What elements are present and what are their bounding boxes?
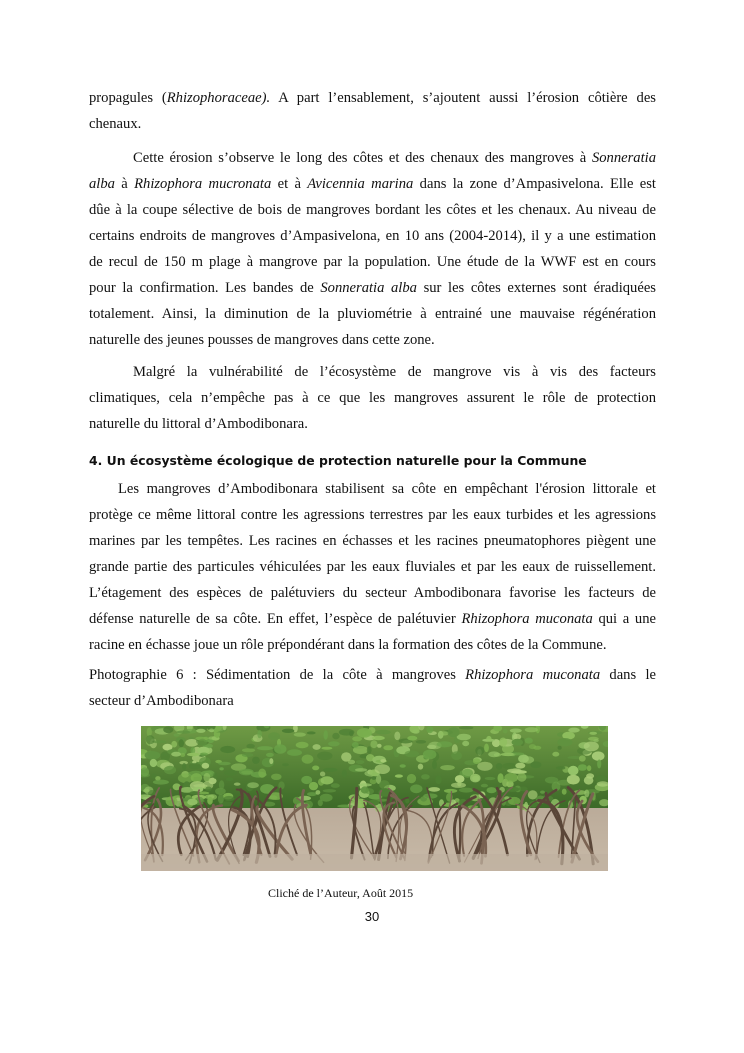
leaf-cluster (540, 791, 545, 794)
page-number: 30 (364, 909, 380, 924)
leaf-cluster (296, 742, 309, 748)
leaf-cluster (525, 738, 533, 744)
leaf-cluster (198, 739, 207, 746)
leaf-cluster (568, 728, 579, 733)
leaf-cluster (191, 773, 202, 782)
leaf-cluster (528, 790, 538, 799)
leaf-cluster (394, 732, 400, 741)
leaf-cluster (341, 752, 351, 761)
leaf-cluster (423, 750, 437, 760)
leaf-cluster (352, 736, 362, 741)
text-line: climatiques, cela n’empêche pas à ce que les mangroves assurent le rôle de protection (89, 390, 656, 406)
leaf-cluster (477, 762, 492, 771)
leaf-cluster (313, 744, 321, 750)
text-line: totalement. Ainsi, la diminution de la pluviométrie à entrainé une mauvaise régénération (89, 306, 656, 322)
leaf-cluster (501, 753, 516, 756)
photo-caption (89, 662, 656, 714)
leaf-cluster (584, 776, 594, 784)
leaf-cluster (332, 733, 339, 740)
leaf-cluster (146, 735, 155, 744)
leaf-cluster (242, 753, 254, 757)
leaf-cluster (503, 763, 517, 769)
leaf-cluster (328, 741, 340, 746)
leaf-cluster (395, 774, 403, 777)
leaf-cluster (510, 729, 522, 733)
leaf-cluster (457, 734, 471, 741)
leaf-cluster (475, 746, 484, 755)
leaf-cluster (355, 768, 367, 772)
leaf-cluster (375, 764, 390, 774)
leaf-cluster (266, 753, 274, 757)
leaf-cluster (203, 773, 210, 782)
leaf-cluster (372, 736, 385, 740)
leaf-cluster (366, 754, 374, 761)
leaf-cluster (400, 764, 406, 767)
leaf-cluster (455, 775, 465, 783)
leaf-cluster (213, 772, 217, 779)
leaf-cluster (282, 729, 294, 733)
leaf-cluster (234, 783, 241, 786)
leaf-cluster (207, 797, 213, 805)
leaf-cluster (440, 765, 455, 770)
text-line: naturelle des jeunes pousses de mangroves dans cette zone. (89, 332, 435, 348)
leaf-cluster (224, 796, 235, 801)
leaf-cluster (352, 742, 359, 748)
leaf-cluster (451, 783, 466, 788)
leaf-cluster (462, 741, 469, 746)
leaf-cluster (405, 750, 419, 757)
leaf-cluster (481, 784, 488, 788)
leaf-cluster (418, 764, 423, 770)
text-line: défense naturelle de sa côte. En effet, l’espèce de palétuvier Rhizophora muconata qui a une (89, 611, 656, 627)
leaf-cluster (187, 753, 200, 757)
leaf-cluster (171, 752, 181, 757)
leaf-cluster (246, 744, 254, 749)
leaf-cluster (470, 774, 481, 783)
leaf-cluster (257, 746, 273, 750)
text-line: alba à Rhizophora mucronata et à Avicennia marina dans la zone d’Ampasivelona. Elle est (89, 176, 656, 192)
leaf-cluster (218, 762, 231, 765)
leaf-cluster (316, 790, 321, 795)
leaf-cluster (202, 763, 210, 769)
photo-credit: Cliché de l’Auteur, Août 2015 (268, 886, 414, 900)
leaf-cluster (239, 769, 254, 776)
leaf-cluster (323, 768, 337, 772)
leaf-cluster (512, 739, 523, 746)
leaf-cluster (487, 787, 497, 793)
leaf-cluster (171, 741, 177, 748)
leaf-cluster (589, 732, 597, 735)
leaf-cluster (407, 736, 417, 741)
leaf-cluster (302, 755, 314, 764)
leaf-cluster (485, 777, 496, 780)
leaf-cluster (372, 776, 376, 780)
leaf-cluster (224, 770, 238, 776)
leaf-cluster (503, 729, 507, 734)
text-line: L’étagement des espèces de palétuviers du secteur Ambodibonara favorise les facteurs de (89, 585, 656, 601)
leaf-cluster (219, 767, 223, 770)
leaf-cluster (584, 790, 589, 798)
leaf-cluster (257, 730, 262, 738)
leaf-cluster (307, 792, 317, 796)
leaf-cluster (444, 789, 457, 793)
leaf-cluster (486, 736, 491, 741)
leaf-cluster (410, 784, 422, 793)
leaf-cluster (318, 800, 323, 807)
leaf-cluster (416, 740, 427, 744)
leaf-cluster (164, 766, 176, 775)
text-line: Cette érosion s’observe le long des côtes et des chenaux des mangroves à Sonneratia (133, 150, 656, 166)
leaf-cluster (356, 760, 365, 764)
leaf-cluster (153, 780, 169, 785)
leaf-cluster (287, 749, 302, 756)
leaf-cluster (307, 731, 316, 734)
leaf-cluster (176, 731, 190, 734)
leaf-cluster (174, 733, 180, 736)
leaf-cluster (268, 732, 280, 740)
leaf-cluster (321, 776, 334, 784)
leaf-cluster (220, 746, 235, 753)
text-line: grande partie des particules véhiculées par les eaux fluviales et par les eaux de ruissellement. (89, 559, 656, 575)
leaf-cluster (358, 783, 372, 786)
text-line: Photographie 6 : Sédimentation de la côte à mangroves Rhizophora muconata dans le (89, 667, 656, 683)
text-line: Malgré la vulnérabilité de l’écosystème de mangrove vis à vis des facteurs (133, 364, 656, 380)
text-line: de recul de 150 m plage à mangrove par la population. Une étude de la WWF est en cours (89, 254, 656, 270)
leaf-cluster (432, 760, 437, 769)
leaf-cluster (405, 798, 409, 803)
leaf-cluster (269, 758, 273, 764)
section-heading: 4. Un écosystème écologique de protection naturelle pour la Commune (89, 453, 587, 468)
leaf-cluster (226, 777, 233, 781)
leaf-cluster (459, 788, 473, 793)
leaf-cluster (178, 739, 184, 747)
leaf-cluster (309, 782, 318, 790)
paragraph-vulnerability (89, 359, 656, 437)
leaf-cluster (182, 763, 186, 770)
leaf-cluster (451, 751, 462, 760)
leaf-cluster (558, 746, 562, 750)
mangrove-photograph (141, 726, 608, 871)
text-line: naturelle du littoral d’Ambodibonara. (89, 416, 308, 432)
leaf-cluster (312, 766, 319, 771)
leaf-cluster (323, 789, 336, 792)
leaf-cluster (337, 805, 353, 808)
leaf-cluster (459, 726, 474, 729)
leaf-cluster (379, 780, 389, 789)
stilt-root (459, 806, 460, 861)
leaf-cluster (150, 759, 157, 767)
leaf-cluster (568, 766, 579, 776)
text-line: pour la confirmation. Les bandes de Sonneratia alba sur les côtes externes sont éradiquées (89, 280, 656, 296)
leaf-cluster (428, 787, 440, 792)
leaf-cluster (421, 774, 430, 779)
leaf-cluster (597, 759, 601, 768)
leaf-cluster (357, 728, 372, 738)
leaf-cluster (200, 753, 208, 756)
leaf-cluster (518, 755, 529, 763)
leaf-cluster (320, 772, 325, 777)
text-line: protège ce même littoral contre les agressions terrestres par les eaux turbides et les agressions (89, 507, 656, 523)
leaf-cluster (579, 755, 586, 761)
leaf-cluster (196, 729, 205, 733)
leaf-cluster (377, 744, 382, 748)
text-line: propagules (Rhizophoraceae). A part l’ensablement, s’ajoutent aussi l’érosion côtière des (89, 90, 656, 106)
leaf-cluster (252, 757, 260, 764)
leaf-cluster (556, 766, 566, 769)
leaf-cluster (499, 738, 507, 747)
leaf-cluster (529, 744, 536, 749)
leaf-cluster (180, 753, 185, 757)
leaf-cluster (552, 752, 559, 757)
leaf-cluster (209, 729, 214, 733)
leaf-cluster (339, 729, 355, 736)
text-line: certains endroits de mangroves d’Ampasivelona, en 10 ans (2004-2014), il y a une estimation (89, 228, 656, 244)
leaf-cluster (163, 726, 173, 733)
leaf-cluster (342, 770, 347, 778)
leaf-cluster (584, 742, 599, 752)
leaf-cluster (317, 752, 332, 761)
leaf-cluster (218, 794, 224, 804)
leaf-cluster (587, 765, 591, 771)
text-line: Les mangroves d’Ambodibonara stabilisent sa côte en empêchant l'érosion littorale et (118, 481, 656, 497)
leaf-cluster (515, 763, 525, 769)
leaf-cluster (578, 764, 587, 771)
leaf-cluster (484, 744, 489, 753)
leaf-cluster (143, 789, 149, 793)
leaf-cluster (513, 752, 524, 755)
text-line: chenaux. (89, 116, 142, 132)
leaf-cluster (282, 763, 289, 766)
leaf-cluster (205, 787, 211, 792)
leaf-cluster (407, 774, 416, 783)
leaf-cluster (141, 767, 149, 776)
paragraph-protection (89, 476, 656, 658)
leaf-cluster (361, 786, 369, 793)
leaf-cluster (383, 745, 393, 750)
text-line: marines par les tempêtes. Les racines en échasses et les racines pneumatophores piègent une (89, 533, 656, 549)
leaf-cluster (208, 736, 217, 739)
leaf-cluster (301, 776, 312, 784)
leaf-cluster (567, 775, 580, 785)
leaf-cluster (331, 783, 340, 788)
leaf-cluster (189, 763, 201, 770)
leaf-cluster (473, 758, 480, 764)
leaf-cluster (321, 747, 332, 750)
leaf-cluster (145, 751, 161, 760)
leaf-cluster (525, 727, 538, 732)
leaf-cluster (498, 773, 504, 783)
leaf-cluster (187, 799, 197, 806)
leaf-cluster (592, 751, 605, 760)
leaf-cluster (439, 731, 449, 735)
leaf-cluster (488, 751, 500, 757)
leaf-cluster (367, 746, 372, 754)
leaf-cluster (375, 730, 390, 735)
leaf-cluster (562, 789, 567, 795)
text-line: dûe à la coupe sélective de bois de mangroves bordant les côtes et les chenaux. Au niveau de (89, 202, 656, 218)
leaf-cluster (557, 738, 572, 746)
leaf-cluster (219, 780, 224, 789)
leaf-cluster (271, 774, 282, 780)
mangrove-illustration (141, 726, 608, 871)
text-line: racine en échasse joue un rôle prépondérant dans la formation des côtes de la Commune. (89, 637, 607, 653)
leaf-cluster (427, 726, 434, 733)
leaf-cluster (258, 769, 266, 778)
leaf-cluster (517, 773, 526, 782)
leaf-cluster (437, 741, 453, 747)
leaf-cluster (324, 730, 328, 739)
leaf-cluster (530, 761, 541, 768)
leaf-cluster (294, 733, 306, 737)
leaf-cluster (274, 744, 286, 754)
leaf-cluster (242, 748, 255, 752)
paragraph-erosion-intro (89, 85, 656, 137)
leaf-cluster (448, 727, 460, 737)
leaf-cluster (247, 782, 259, 788)
text-line: secteur d’Ambodibonara (89, 693, 234, 709)
leaf-cluster (380, 759, 386, 762)
paragraph-erosion-ampasivelona (89, 145, 656, 353)
leaf-cluster (435, 775, 441, 784)
leaf-cluster (496, 763, 503, 770)
leaf-cluster (504, 773, 518, 782)
leaf-cluster (588, 737, 599, 741)
leaf-cluster (370, 740, 377, 748)
